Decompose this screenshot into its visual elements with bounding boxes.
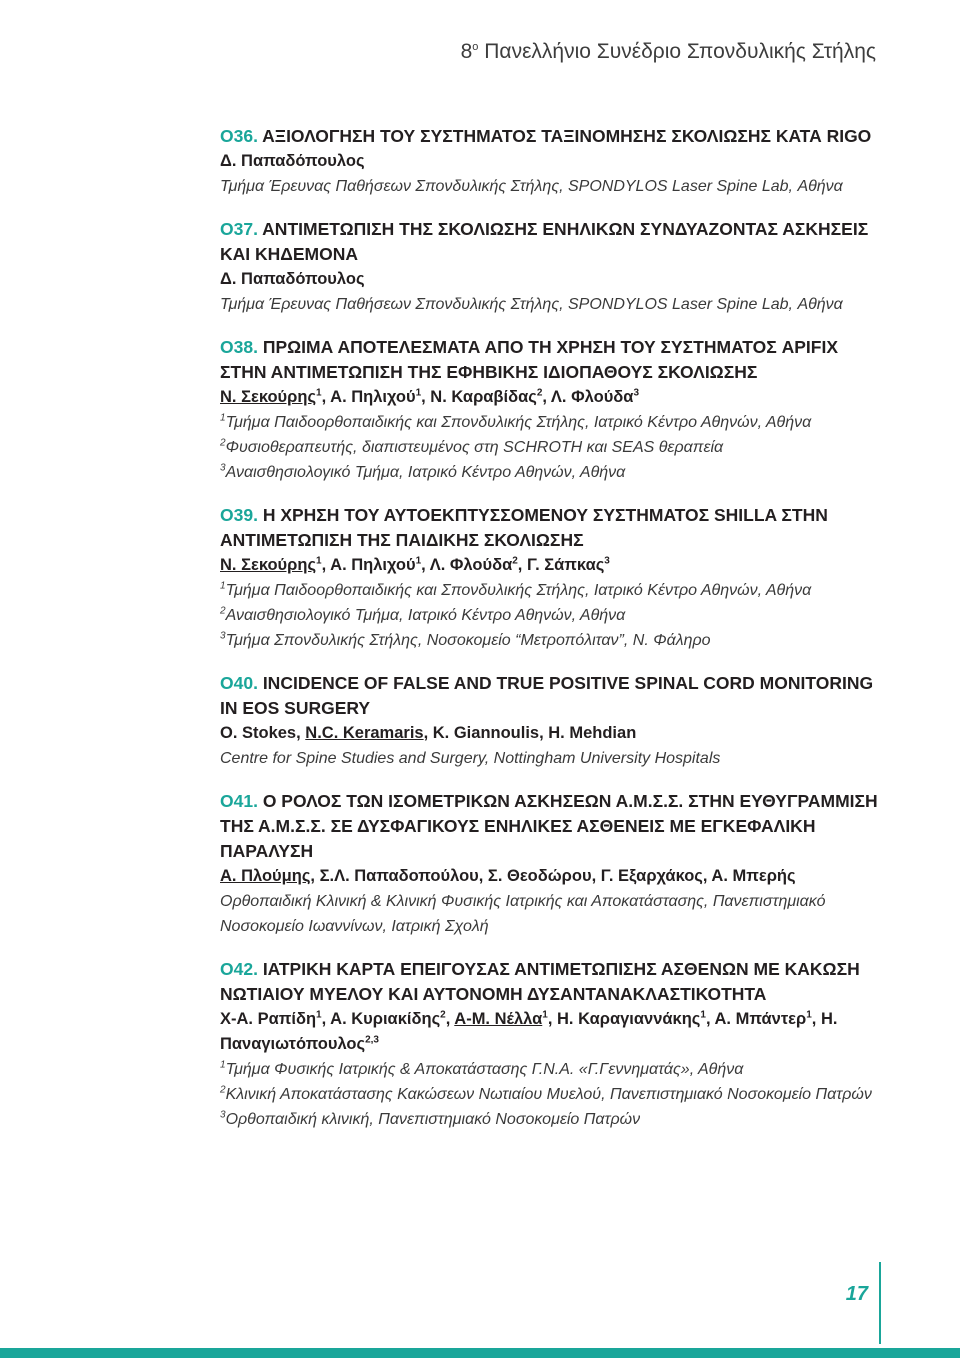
bottom-accent-bar — [0, 1348, 960, 1358]
abstract-affiliation: Τμήμα Έρευνας Παθήσεων Σπονδυλικής Στήλης, SPONDYLOS Laser Spine Lab, Αθήνα — [220, 178, 843, 195]
abstract-authors: Ν. Σεκούρης$^1$, Α. Πηλιχού$^1$, Λ. Φλούδα$^2$, Γ. Σάπκας$^3$ — [220, 555, 610, 574]
abstract-affiliation: $^3$Αναισθησιολογικό Τμήμα, Ιατρικό Κέντρο Αθηνών, Αθήνα — [220, 462, 626, 481]
abstract-affiliation: Centre for Spine Studies and Surgery, Nottingham University Hospitals — [220, 750, 721, 767]
page-number: 17 — [845, 1283, 868, 1305]
abstract-authors: Δ. Παπαδόπουλος — [220, 152, 365, 170]
abstract-code: Ο41. — [220, 791, 258, 811]
abstract-title: Ο41. Ο ΡΟΛΟΣ ΤΩΝ ΙΣΟΜΕΤΡΙΚΩΝ ΑΣΚΗΣΕΩΝ Α.Μ.Σ.Σ. ΣΤΗΝ ΕΥΘΥΓΡΑΜΜΙΣΗ ΤΗΣ Α.Μ.Σ.Σ. ΣΕ ΔΥΣΦΑΓΙΚΟΥΣ ΕΝΗΛΙΚΕΣ ΑΣΘΕΝΕΙΣ ΜΕ ΕΓΚΕΦΑΛΙΚΗ ΠΑΡΑΛΥΣΗ — [220, 791, 878, 861]
abstract-affiliation: $^1$Τμήμα Φυσικής Ιατρικής & Αποκατάστασης Γ.Ν.Α. «Γ.Γεννηματάς», Αθήνα — [220, 1059, 744, 1078]
abstract-authors: Δ. Παπαδόπουλος — [220, 270, 365, 288]
header-ordinal-sup: ο — [472, 41, 479, 53]
abstract-o39 — [220, 503, 880, 653]
abstract-code: Ο37. — [220, 219, 258, 239]
abstract-title: Ο36. ΑΞΙΟΛΟΓΗΣΗ ΤΟΥ ΣΥΣΤΗΜΑΤΟΣ ΤΑΞΙΝΟΜΗΣΗΣ ΣΚΟΛΙΩΣΗΣ ΚΑΤΑ RIGO — [220, 126, 872, 146]
abstract-code: Ο38. — [220, 337, 258, 357]
header-title: Πανελλήνιο Συνέδριο Σπονδυλικής Στήλης — [478, 40, 876, 63]
abstract-affiliation: $^1$Τμήμα Παιδοορθοπαιδικής και Σπονδυλικής Στήλης, Ιατρικό Κέντρο Αθηνών, Αθήνα — [220, 412, 812, 431]
abstract-o37 — [220, 217, 880, 317]
abstract-o36 — [220, 124, 880, 199]
abstract-title: Ο39. Η ΧΡΗΣΗ ΤΟΥ ΑΥΤΟΕΚΠΤΥΣΣΟΜΕΝΟΥ ΣΥΣΤΗΜΑΤΟΣ SHILLA ΣΤΗΝ ΑΝΤΙΜΕΤΩΠΙΣΗ ΤΗΣ ΠΑΙΔΙΚΗΣ ΣΚΟΛΙΩΣΗΣ — [220, 505, 828, 550]
abstract-affiliation: $^2$Κλινική Αποκατάστασης Κακώσεων Νωτιαίου Μυελού, Πανεπιστημιακό Νοσοκομείο Πατρών — [220, 1084, 872, 1103]
abstract-o40 — [220, 671, 880, 771]
abstract-authors: O. Stokes, N.C. Keramaris, K. Giannoulis, H. Mehdian — [220, 724, 637, 742]
footer-divider — [879, 1262, 881, 1344]
abstract-affiliation: Ορθοπαιδική Κλινική & Κλινική Φυσικής Ιατρικής και Αποκατάστασης, Πανεπιστημιακό Νοσοκομείο Ιωαννίνων, Ιατρική Σχολή — [220, 893, 826, 935]
abstract-code: Ο36. — [220, 126, 258, 146]
abstract-affiliation: $^1$Τμήμα Παιδοορθοπαιδικής και Σπονδυλικής Στήλης, Ιατρικό Κέντρο Αθηνών, Αθήνα — [220, 580, 812, 599]
abstract-o41 — [220, 789, 880, 939]
abstract-o38 — [220, 335, 880, 485]
abstract-affiliation: $^2$Αναισθησιολογικό Τμήμα, Ιατρικό Κέντρο Αθηνών, Αθήνα — [220, 605, 626, 624]
header-edition-number: 8 — [460, 40, 473, 63]
abstract-affiliation: $^3$Ορθοπαιδική κλινική, Πανεπιστημιακό Νοσοκομείο Πατρών — [220, 1109, 641, 1128]
abstract-affiliation: $^2$Φυσιοθεραπευτής, διαπιστευμένος στη SCHROTH και SEAS θεραπεία — [220, 437, 724, 456]
abstract-o42 — [220, 957, 880, 1132]
abstract-title: Ο37. ΑΝΤΙΜΕΤΩΠΙΣΗ ΤΗΣ ΣΚΟΛΙΩΣΗΣ ΕΝΗΛΙΚΩΝ ΣΥΝΔΥΑΖΟΝΤΑΣ ΑΣΚΗΣΕΙΣ ΚΑΙ ΚΗΔΕΜΟΝΑ — [220, 219, 869, 264]
abstract-affiliation: Τμήμα Έρευνας Παθήσεων Σπονδυλικής Στήλης, SPONDYLOS Laser Spine Lab, Αθήνα — [220, 296, 843, 313]
abstract-title: Ο38. ΠΡΩΙΜΑ ΑΠΟΤΕΛΕΣΜΑΤΑ ΑΠΟ ΤΗ ΧΡΗΣΗ ΤΟΥ ΣΥΣΤΗΜΑΤΟΣ APIFIX ΣΤΗΝ ΑΝΤΙΜΕΤΩΠΙΣΗ ΤΗΣ ΕΦΗΒΙΚΗΣ ΙΔΙΟΠΑΘΟΥΣ ΣΚΟΛΙΩΣΗΣ — [220, 337, 839, 382]
abstract-code: Ο42. — [220, 959, 258, 979]
abstract-title: Ο42. ΙΑΤΡΙΚΗ ΚΑΡΤΑ ΕΠΕΙΓΟΥΣΑΣ ΑΝΤΙΜΕΤΩΠΙΣΗΣ ΑΣΘΕΝΩΝ ΜΕ ΚΑΚΩΣΗ ΝΩΤΙΑΙΟΥ ΜΥΕΛΟΥ ΚΑΙ ΑΥΤΟΝΟΜΗ ΔΥΣΑΝΤΑΝΑΚΛΑΣΤΙΚΟΤΗΤΑ — [220, 959, 860, 1004]
running-header — [461, 40, 876, 64]
abstract-authors: Α. Πλούμης, Σ.Λ. Παπαδοπούλου, Σ. Θεοδώρου, Γ. Εξαρχάκος, Α. Μπερής — [220, 867, 796, 885]
abstract-code: Ο39. — [220, 505, 258, 525]
abstract-code: Ο40. — [220, 673, 258, 693]
abstract-title: Ο40. INCIDENCE OF FALSE AND TRUE POSITIVE SPINAL CORD MONITORING IN EOS SURGERY — [220, 673, 874, 718]
abstract-list — [220, 124, 880, 1150]
abstract-authors: Ν. Σεκούρης$^1$, Α. Πηλιχού$^1$, Ν. Καραβίδας$^2$, Λ. Φλούδα$^3$ — [220, 387, 640, 406]
abstract-affiliation: $^3$Τμήμα Σπονδυλικής Στήλης, Νοσοκομείο “Μετροπόλιταν”, Ν. Φάληρο — [220, 630, 711, 649]
abstract-authors: Χ-Α. Ραπίδη$^1$, Α. Κυριακίδης$^2$, Α-Μ. Νέλλα$^1$, Η. Καραγιαννάκης$^1$, Α. Μπάντερ$^1$, Η. Παναγιωτόπουλος$^{2,3}$ — [220, 1009, 838, 1053]
